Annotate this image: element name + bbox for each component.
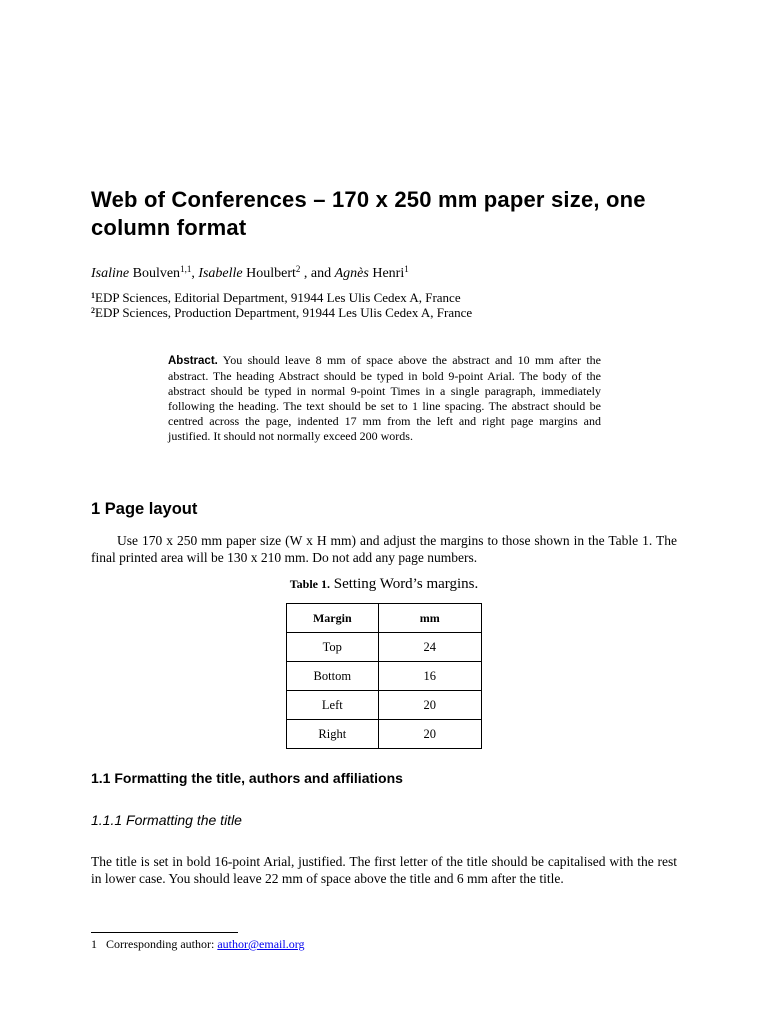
table-header-cell: mm: [378, 604, 481, 633]
table-header-cell: Margin: [287, 604, 379, 633]
subsection-heading: 1.1 Formatting the title, authors and affiliations: [91, 770, 403, 786]
table-cell: 16: [378, 662, 481, 691]
author-first-name: Agnès: [334, 266, 369, 281]
subsubsection-heading: 1.1.1 Formatting the title: [91, 812, 242, 828]
author-first-name: Isabelle: [198, 266, 243, 281]
author-surname: Henri: [372, 266, 405, 281]
author-affiliation-mark: 2: [295, 264, 301, 274]
author-surname: Houlbert: [246, 266, 296, 281]
footnote-number: 1: [91, 937, 97, 951]
abstract-heading: Abstract.: [168, 355, 218, 367]
affiliation-text: EDP Sciences, Production Department, 91944 Les Ulis Cedex A, France: [95, 305, 473, 320]
table-cell: 20: [378, 691, 481, 720]
table-cell: Right: [287, 720, 379, 749]
table-row: [287, 633, 482, 662]
table-row: [287, 691, 482, 720]
section-heading: 1 Page layout: [91, 500, 198, 518]
table-header-row: [287, 604, 482, 633]
affiliation-text: EDP Sciences, Editorial Department, 91944 Les Ulis Cedex A, France: [95, 290, 461, 305]
body-paragraph: The title is set in bold 16-point Arial, justified. The first letter of the title should be capitalised with the rest in lower case. You should leave 22 mm of space above the title and 6 mm after the title.: [91, 854, 677, 886]
abstract-text: You should leave 8 mm of space above the abstract and 10 mm after the abstract. The heading Abstract should be typed in bold 9-point Arial. The body of the abstract should be typed in normal 9-point Times in a single paragraph, immediately following the heading. The text should be set to 1 line spacing. The abstract should be centred across the page, indented 17 mm from the left and right page margins and justified. It should not normally exceed 200 words.: [168, 353, 601, 443]
footnote: [91, 936, 304, 952]
margins-table: [286, 603, 482, 749]
table-row: [287, 662, 482, 691]
footnote-divider: [91, 932, 238, 933]
table-cell: Bottom: [287, 662, 379, 691]
affiliation: [91, 290, 461, 306]
footnote-email-link[interactable]: author@email.org: [217, 937, 305, 951]
author-first-name: Isaline: [91, 266, 130, 281]
author-surname: Boulven: [132, 266, 181, 281]
affiliation-mark: 2: [91, 306, 95, 315]
author-affiliation-mark: 1,1: [180, 264, 192, 274]
affiliation-mark: 1: [91, 291, 95, 300]
author-affiliation-mark: 1: [404, 264, 409, 274]
paper-title: Web of Conferences – 170 x 250 mm paper size, one column format: [91, 187, 646, 240]
table-row: [287, 720, 482, 749]
table-cell: 20: [378, 720, 481, 749]
table-cell: Top: [287, 633, 379, 662]
table-caption-text: Setting Word’s margins.: [333, 576, 479, 592]
author-conjunction: , and: [303, 266, 332, 281]
body-paragraph: Use 170 x 250 mm paper size (W x H mm) and adjust the margins to those shown in the Table 1. The final printed area will be 130 x 210 mm. Do not add any page numbers.: [91, 533, 677, 565]
table-cell: 24: [378, 633, 481, 662]
table-cell: Left: [287, 691, 379, 720]
author-list: Isaline Boulven$^{1,1}$, Isabelle Houlbert$^2$ , and Agnès Henri$^1$: [91, 264, 409, 281]
affiliation: [91, 305, 472, 321]
abstract-block: [168, 353, 601, 444]
table-caption: [0, 575, 768, 593]
footnote-label: Corresponding author:: [106, 937, 215, 951]
table-caption-label: Table 1.: [289, 577, 330, 591]
